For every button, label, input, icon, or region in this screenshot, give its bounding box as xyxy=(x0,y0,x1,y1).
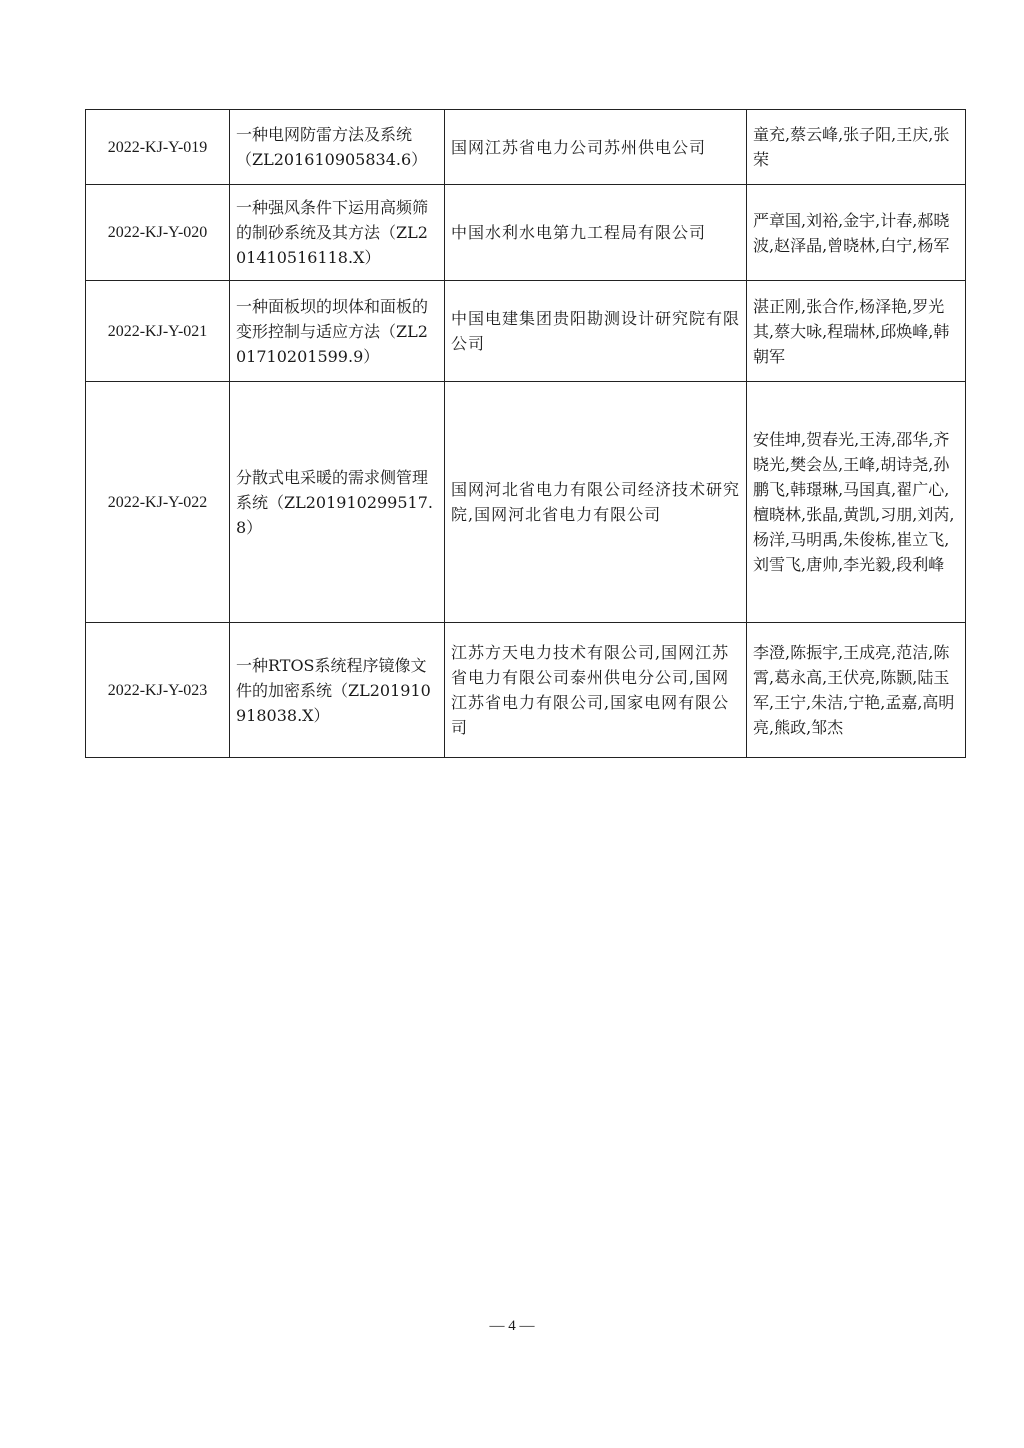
inventors: 李澄,陈振宇,王成亮,范洁,陈霄,葛永高,王伏亮,陈颢,陆玉军,王宁,朱洁,宁艳,孟嘉,高明亮,熊政,邹杰 xyxy=(747,623,966,758)
table-row xyxy=(86,382,966,623)
project-id: 2022-KJ-Y-023 xyxy=(86,623,230,758)
organization: 江苏方天电力技术有限公司,国网江苏省电力有限公司泰州供电分公司,国网江苏省电力有限公司,国家电网有限公司 xyxy=(445,623,747,758)
table-row xyxy=(86,623,966,758)
organization: 中国水利水电第九工程局有限公司 xyxy=(445,185,747,281)
project-id: 2022-KJ-Y-021 xyxy=(86,281,230,382)
organization: 中国电建集团贵阳勘测设计研究院有限公司 xyxy=(445,281,747,382)
table-row xyxy=(86,281,966,382)
patent-title: 一种强风条件下运用高频筛的制砂系统及其方法（ZL201410516118.X） xyxy=(230,185,445,281)
inventors: 童充,蔡云峰,张子阳,王庆,张荣 xyxy=(747,110,966,185)
award-table xyxy=(85,109,966,758)
inventors: 严章国,刘裕,金宇,计春,郝晓波,赵泽晶,曾晓林,白宁,杨军 xyxy=(747,185,966,281)
patent-title: 一种电网防雷方法及系统（ZL201610905834.6） xyxy=(230,110,445,185)
project-id: 2022-KJ-Y-022 xyxy=(86,382,230,623)
patent-title: 一种RTOS系统程序镜像文件的加密系统（ZL201910918038.X） xyxy=(230,623,445,758)
patent-title: 分散式电采暖的需求侧管理系统（ZL201910299517.8） xyxy=(230,382,445,623)
inventors: 湛正刚,张合作,杨泽艳,罗光其,蔡大咏,程瑞林,邱焕峰,韩朝军 xyxy=(747,281,966,382)
project-id: 2022-KJ-Y-020 xyxy=(86,185,230,281)
table-row xyxy=(86,185,966,281)
inventors: 安佳坤,贺春光,王涛,邵华,齐晓光,樊会丛,王峰,胡诗尧,孙鹏飞,韩璟琳,马国真,翟广心,檀晓林,张晶,黄凯,习朋,刘芮,杨洋,马明禹,朱俊栋,崔立飞,刘雪飞,唐帅,李光毅,段利峰 xyxy=(747,382,966,623)
organization: 国网河北省电力有限公司经济技术研究院,国网河北省电力有限公司 xyxy=(445,382,747,623)
page-number: — 4 — xyxy=(489,1318,535,1334)
patent-title: 一种面板坝的坝体和面板的变形控制与适应方法（ZL201710201599.9） xyxy=(230,281,445,382)
table-row xyxy=(86,110,966,185)
project-id: 2022-KJ-Y-019 xyxy=(86,110,230,185)
organization: 国网江苏省电力公司苏州供电公司 xyxy=(445,110,747,185)
